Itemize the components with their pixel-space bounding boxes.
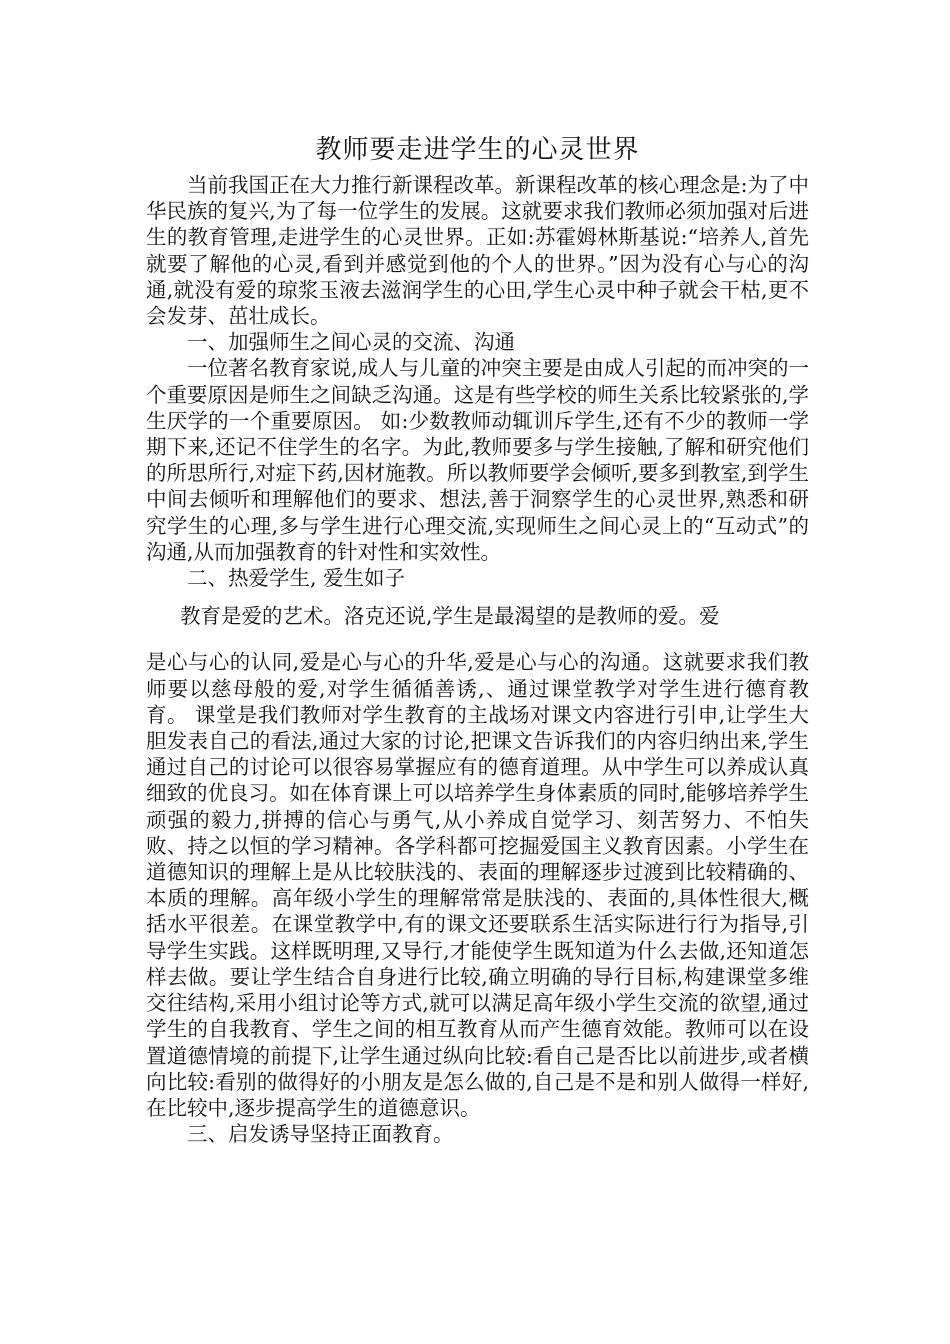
intro-paragraph: 当前我国正在大力推行新课程改革。新课程改革的核心理念是:为了中华民族的复兴,为了每一位学生的发展。这就要求我们教师必须加强对后进生的教育管理,走进学生的心灵世界。正如:苏霍姆林斯基说:“培养人,首先就要了解他的心灵,看到并感觉到他的个人的世界。”因为没有心与心的沟通,就没有爱的琼浆玉液去滋润学生的心田,学生心灵中种子就会干枯,更不会发芽、茁壮成长。	[146, 173, 809, 329]
section-2-first-line: 教育是爱的艺术。洛克还说,学生是最渴望的是教师的爱。爱	[180, 604, 720, 629]
section-1-heading: 一、加强师生之间心灵的交流、沟通	[187, 330, 515, 355]
section-1-paragraph: 一位著名教育家说,成人与儿童的冲突主要是由成人引起的而冲突的一个重要原因是师生之间缺乏沟通。这是有些学校的师生关系比较紧张的,学生厌学的一个重要原因。 如:少数教师动辄训斥学生,还有不少的教师一学期下来,还记不住学生的名字。为此,教师要多与学生接触,了解和研究他们的所思所行,对症下药,因材施教。所以教师要学会倾听,要多到教室,到学生中间去倾听和理解他们的要求、想法,善于洞察学生的心灵世界,熟悉和研究学生的心理,多与学生进行心理交流,实现师生之间心灵上的“互动式”的沟通,从而加强教育的针对性和实效性。	[146, 356, 809, 564]
document-page	[146, 128, 809, 1147]
section-2-heading: 二、热爱学生, 爱生如子	[187, 566, 406, 591]
section-3-heading: 三、启发诱导坚持正面教育。	[187, 1122, 454, 1147]
section-2-paragraph	[146, 603, 809, 1121]
section-2-body: 是心与心的认同,爱是心与心的升华,爱是心与心的沟通。这就要求我们教师要以慈母般的爱,对学生循循善诱,、通过课堂教学对学生进行德育教育。 课堂是我们教师对学生教育的主战场对课文内容进行引申,让学生大胆发表自己的看法,通过大家的讨论,把课文告诉我们的内容归纳出来,学生通过自己的讨论可以很容易掌握应有的德育道理。从中学生可以养成认真细致的优良习。如在体育课上可以培养学生身体素质的同时,能够培养学生顽强的毅力,拼搏的信心与勇气,从小养成自觉学习、刻苦努力、不怕失败、持之以恒的学习精神。各学科都可挖掘爱国主义教育因素。小学生在道德知识的理解上是从比较肤浅的、表面的理解逐步过渡到比较精确的、本质的理解。高年级小学生的理解常常是肤浅的、表面的,具体性很大,概括水平很差。在课堂教学中,有的课文还要联系生活实际进行行为指导,引导学生实践。这样既明理,又导行,才能使学生既知道为什么去做,还知道怎样去做。要让学生结合自身进行比较,确立明确的导行目标,构建课堂多维交往结构,采用小组讨论等方式,就可以满足高年级小学生交流的欲望,通过学生的自我教育、学生之间的相互教育从而产生德育效能。教师可以在设置道德情境的前提下,让学生通过纵向比较:看自己是否比以前进步,或者横向比较:看别的做得好的小朋友是怎么做的,自己是不是和别人做得一样好,在比较中,逐步提高学生的道德意识。	[146, 650, 809, 1120]
document-title: 教师要走进学生的心灵世界	[315, 135, 640, 165]
